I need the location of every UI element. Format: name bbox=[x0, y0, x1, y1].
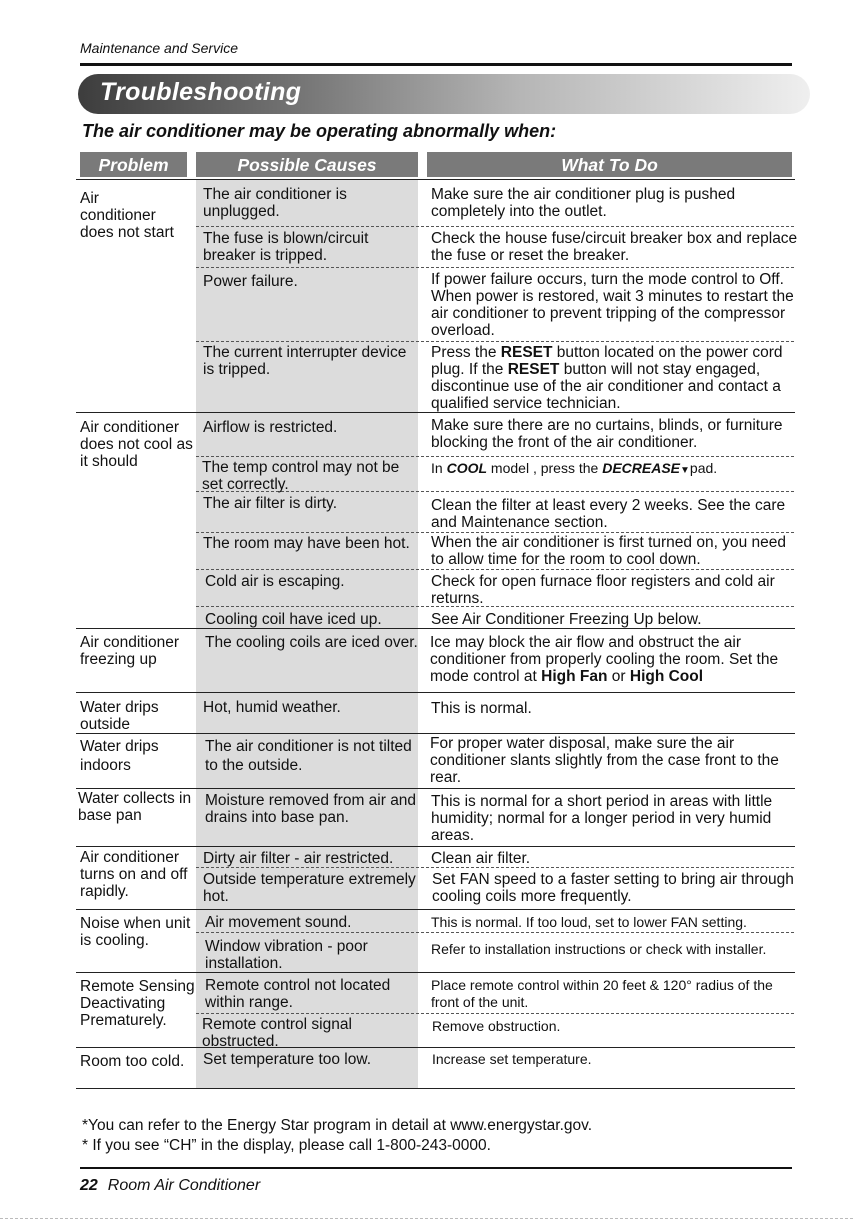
bottom-rule bbox=[0, 1218, 853, 1219]
todo-cell: Clean the filter at least every 2 weeks. See the care and Maintenance section. bbox=[431, 497, 786, 531]
todo-cell: In COOL model , press the DECREASE▼pad. bbox=[431, 460, 718, 476]
section-header: Maintenance and Service bbox=[80, 40, 238, 56]
cause-separator bbox=[196, 532, 794, 533]
footer-title: Room Air Conditioner bbox=[107, 1177, 261, 1194]
problem-cell: Air conditioner does not start bbox=[80, 190, 174, 241]
cause-cell: The air conditioner is unplugged. bbox=[203, 186, 347, 220]
cause-separator bbox=[196, 456, 794, 457]
row-separator bbox=[76, 412, 795, 413]
todo-cell: Increase set temperature. bbox=[432, 1051, 592, 1067]
row-separator bbox=[76, 733, 795, 734]
row-separator bbox=[76, 972, 795, 973]
problem-cell: Noise when unit is cooling. bbox=[80, 915, 191, 949]
todo-cell: When the air conditioner is first turned on, you need to allow time for the room to cool down. bbox=[431, 534, 786, 568]
page-title: Troubleshooting bbox=[100, 78, 302, 106]
page-footer bbox=[80, 1177, 260, 1195]
cause-cell: Window vibration - poor installation. bbox=[205, 938, 368, 972]
row-separator bbox=[76, 1047, 795, 1048]
cause-cell: Airflow is restricted. bbox=[203, 419, 338, 436]
todo-cell: This is normal. bbox=[431, 700, 532, 717]
todo-cell: This is normal. If too loud, set to lower FAN setting. bbox=[431, 914, 747, 930]
todo-cell: Set FAN speed to a faster setting to bring air through cooling coils more frequently. bbox=[432, 871, 794, 905]
cause-cell: Cooling coil have iced up. bbox=[205, 611, 382, 628]
cause-cell: Outside temperature extremely hot. bbox=[203, 871, 416, 905]
problem-cell: Water collects in base pan bbox=[78, 790, 192, 824]
cause-cell: The current interrupter device is tripped. bbox=[203, 344, 407, 378]
cause-cell: The temp control may not be set correctly. bbox=[202, 459, 400, 493]
cause-cell: Cold air is escaping. bbox=[205, 573, 345, 590]
problem-cell: Air conditioner does not cool as it should bbox=[80, 419, 193, 470]
column-header-todo: What To Do bbox=[427, 152, 792, 177]
cause-cell: The fuse is blown/circuit breaker is tripped. bbox=[203, 230, 369, 264]
problem-cell: Room too cold. bbox=[80, 1053, 185, 1070]
todo-cell: This is normal for a short period in areas with little humidity; normal for a longer period in very humid areas. bbox=[431, 793, 773, 844]
cause-cell: Power failure. bbox=[203, 273, 298, 290]
cause-cell: Moisture removed from air and drains into base pan. bbox=[205, 792, 417, 826]
todo-cell: See Air Conditioner Freezing Up below. bbox=[431, 611, 702, 628]
footnote-ch-display: * If you see “CH” in the display, please call 1-800-243-0000. bbox=[82, 1137, 491, 1154]
header-rule bbox=[80, 63, 792, 66]
todo-cell: Check the house fuse/circuit breaker box and replace the fuse or reset the breaker. bbox=[431, 230, 798, 264]
row-separator bbox=[76, 179, 795, 180]
cause-cell: Remote control not located within range. bbox=[205, 977, 391, 1011]
todo-cell: Ice may block the air flow and obstruct the air conditioner from properly cooling the room. Set the mode control at High Fan or High Cool bbox=[430, 634, 779, 685]
title-banner bbox=[78, 74, 810, 114]
cause-separator bbox=[196, 569, 794, 570]
cause-cell: The air filter is dirty. bbox=[203, 495, 338, 512]
column-header-causes: Possible Causes bbox=[196, 152, 418, 177]
problem-cell: Water drips indoors bbox=[80, 738, 159, 774]
cause-separator bbox=[196, 1013, 794, 1014]
row-separator bbox=[76, 1088, 795, 1089]
row-separator bbox=[76, 628, 795, 629]
cause-separator bbox=[196, 341, 794, 342]
todo-cell: Check for open furnace floor registers and cold air returns. bbox=[431, 573, 775, 607]
todo-cell: Clean air filter. bbox=[431, 850, 531, 867]
cause-cell: Hot, humid weather. bbox=[203, 699, 341, 716]
todo-cell: Press the RESET button located on the power cord plug. If the RESET button will not stay engaged, discontinue use of the air conditioner and contact a qualified service technician. bbox=[431, 344, 783, 412]
cause-cell: Set temperature too low. bbox=[203, 1051, 372, 1068]
cause-separator bbox=[196, 226, 794, 227]
column-header-problem: Problem bbox=[80, 152, 187, 177]
cause-cell: The room may have been hot. bbox=[203, 535, 410, 552]
todo-cell: Make sure there are no curtains, blinds, or furniture blocking the front of the air conditioner. bbox=[431, 417, 783, 451]
cause-separator bbox=[196, 267, 794, 268]
row-separator bbox=[76, 692, 795, 693]
cause-separator bbox=[196, 867, 794, 868]
todo-cell: If power failure occurs, turn the mode control to Off. When power is restored, wait 3 minutes to restart the air conditioner to prevent tripping of the compressor overload. bbox=[431, 271, 794, 339]
problem-cell: Remote Sensing Deactivating Prematurely. bbox=[80, 978, 195, 1029]
page-number: 22 bbox=[80, 1177, 98, 1194]
cause-separator bbox=[196, 932, 794, 933]
todo-cell: Place remote control within 20 feet & 120° radius of the front of the unit. bbox=[431, 977, 773, 1010]
cause-cell: The cooling coils are iced over. bbox=[205, 634, 418, 651]
cause-cell: Air movement sound. bbox=[205, 914, 352, 931]
row-separator bbox=[76, 846, 795, 847]
footer-rule bbox=[80, 1167, 792, 1169]
cause-cell: Dirty air filter - air restricted. bbox=[203, 850, 394, 867]
todo-cell: Remove obstruction. bbox=[432, 1018, 561, 1034]
problem-cell: Water drips outside bbox=[80, 699, 159, 733]
row-separator bbox=[76, 788, 795, 789]
footnote-energy-star: *You can refer to the Energy Star program in detail at www.energystar.gov. bbox=[82, 1117, 593, 1134]
page-subtitle: The air conditioner may be operating abnormally when: bbox=[82, 121, 557, 141]
cause-cell: The air conditioner is not tilted to the outside. bbox=[205, 738, 412, 774]
todo-cell: Make sure the air conditioner plug is pushed completely into the outlet. bbox=[431, 186, 736, 220]
cause-cell: Remote control signal obstructed. bbox=[202, 1016, 352, 1050]
down-triangle-icon: ▼ bbox=[680, 465, 690, 476]
problem-cell: Air conditioner freezing up bbox=[80, 634, 180, 668]
todo-cell: Refer to installation instructions or check with installer. bbox=[431, 941, 767, 957]
row-separator bbox=[76, 909, 795, 910]
problem-cell: Air conditioner turns on and off rapidly. bbox=[80, 849, 188, 900]
todo-cell: For proper water disposal, make sure the air conditioner slants slightly from the case front to the rear. bbox=[430, 735, 779, 786]
